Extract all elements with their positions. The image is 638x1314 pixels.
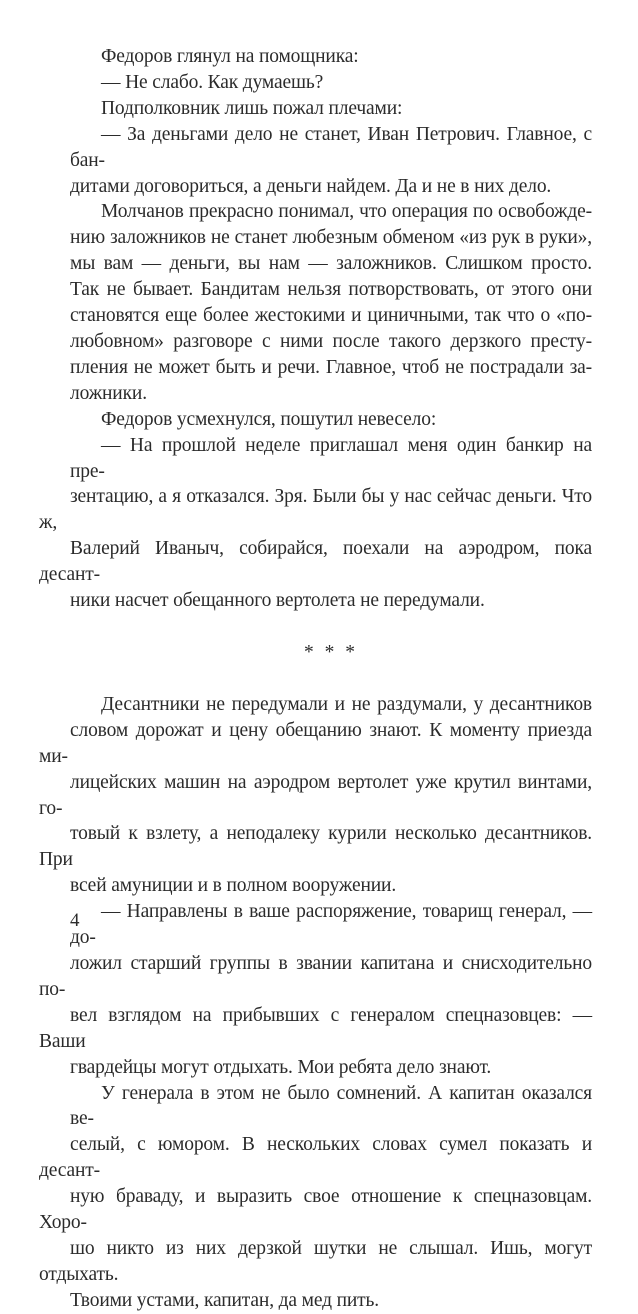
text-line: нию заложников не станет любезным обменом «из рук в руки»,: [70, 227, 592, 249]
text-line: шо никто из них дерзкой шутки не слышал. Ишь, могут отдыхать.: [39, 1237, 592, 1285]
text-line: любовном» разговоре с ними после такого дерзкого престу-: [70, 330, 592, 352]
text-line: Федоров глянул на помощника:: [101, 46, 359, 67]
text-line: дитами договориться, а деньги найдем. Да и не в них дело.: [70, 175, 552, 197]
paragraph: [70, 44, 592, 70]
text-line: лицейских машин на аэродром вертолет уже крутил винтами, го-: [39, 771, 592, 819]
section-2: [39, 692, 592, 1314]
paragraph: [70, 122, 592, 200]
text-line: пления не может быть и речи. Главное, чтоб не пострадали за-: [70, 356, 592, 378]
section-1: [39, 44, 592, 614]
text-line: Подполковник лишь пожал плечами:: [101, 97, 403, 119]
text-line: Десантники не передумали и не раздумали, у десантников: [101, 693, 592, 715]
text-line: Твоими устами, капитан, да мед пить.: [70, 1289, 379, 1311]
text-line: — Не слабо. Как думаешь?: [101, 71, 324, 93]
text-line: Молчанов прекрасно понимал, что операция по освобожде-: [101, 201, 592, 223]
text-line: ложил старший группы в звании капитана и снисходительно по-: [39, 953, 592, 1000]
book-page-body: [39, 44, 592, 1314]
text-line: селый, с юмором. В нескольких словах сумел показать и десант-: [39, 1134, 592, 1182]
text-line: мы вам — деньги, вы нам — заложников. Слишком просто.: [70, 253, 592, 275]
text-line: вел взглядом на прибывших с генералом спецназовцев: — Ваши: [39, 1004, 592, 1052]
text-line: всей амуниции и в полном вооружении.: [70, 875, 397, 897]
paragraph: [70, 199, 592, 406]
text-line: Федоров усмехнулся, пошутил невесело:: [101, 408, 437, 430]
paragraph: [39, 899, 592, 1080]
text-line: — На прошлой неделе приглашал меня один банкир на пре-: [70, 434, 592, 482]
text-line: ники насчет обещанного вертолета не передумали.: [70, 590, 485, 612]
paragraph: [39, 1081, 592, 1314]
text-line: У генерала в этом не было сомнений. А капитан оказался ве-: [70, 1082, 592, 1130]
text-line: Так не бывает. Бандитам нельзя потворствовать, от этого они: [70, 279, 592, 301]
paragraph: [39, 692, 592, 899]
text-line: ную браваду, и выразить свое отношение к спецназовцам. Хоро-: [39, 1186, 592, 1234]
text-line: становятся еще более жестокими и циничными, так что о «по-: [70, 305, 592, 327]
text-line: гвардейцы могут отдыхать. Мои ребята дело знают.: [70, 1056, 492, 1078]
paragraph: [70, 70, 592, 96]
text-line: Валерий Иваныч, собирайся, поехали на аэродром, пока десант-: [39, 538, 592, 586]
text-line: — Направлены в ваше распоряжение, товарищ генерал, — до-: [70, 901, 592, 949]
text-line: ложники.: [70, 382, 147, 404]
text-line: — За деньгами дело не станет, Иван Петрович. Главное, с бан-: [70, 123, 592, 171]
text-line: словом дорожат и цену обещанию знают. К моменту приезда ми-: [39, 719, 592, 767]
text-line: зентацию, а я отказался. Зря. Были бы у нас сейчас деньги. Что ж,: [39, 486, 592, 534]
paragraph: [70, 96, 592, 122]
text-line: товый к взлету, а неподалеку курили несколько десантников. При: [39, 823, 592, 871]
paragraph: [70, 407, 592, 433]
paragraph: [39, 433, 592, 614]
page-number: 4: [70, 910, 80, 931]
section-separator: * * *: [304, 641, 358, 663]
